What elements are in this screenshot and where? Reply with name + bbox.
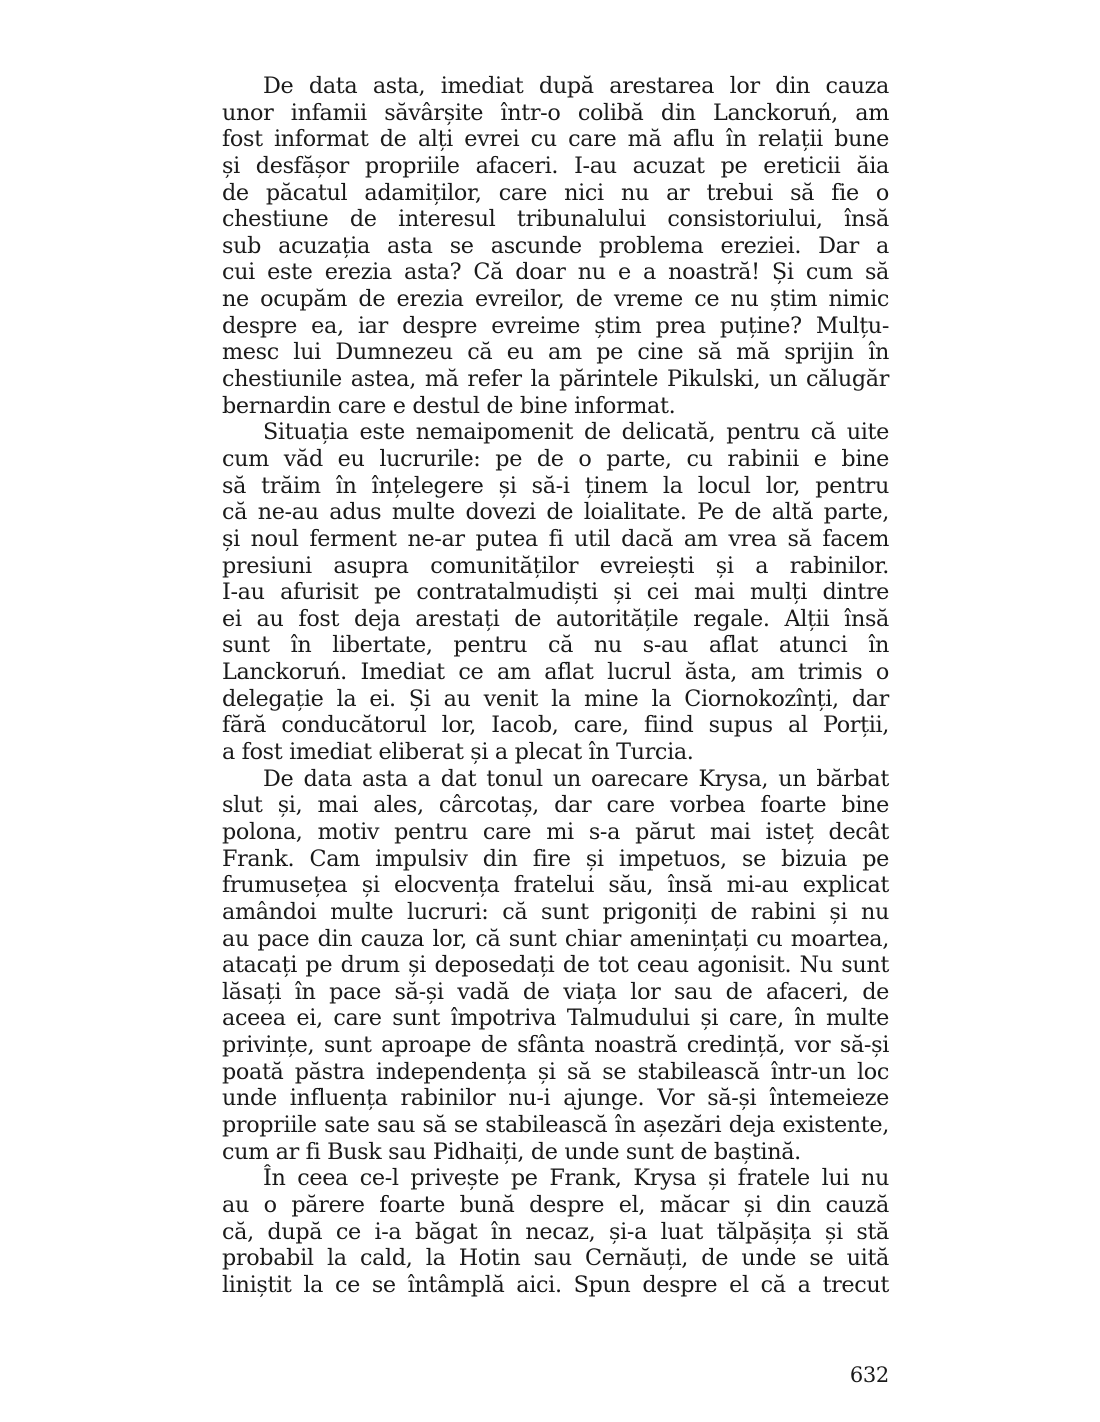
text-line: Situația este nemaipomenit de delicată, pentru că uite (263, 419, 889, 446)
text-line: amândoi multe lucruri: că sunt prigoniți de rabini și nu (222, 898, 889, 925)
text-line: mesc lui Dumnezeu că eu am pe cine să mă sprijin în (222, 339, 889, 366)
text-line: frumusețea și elocvența fratelui său, însă mi-au explicat (222, 872, 889, 899)
text-line: poată păstra independența și să se stabilească într-un loc (222, 1058, 889, 1085)
text-line: De data asta, imediat după arestarea lor din cauza (263, 73, 889, 99)
text-line: aceea ei, care sunt împotriva Talmudului și care, în multe (222, 1005, 889, 1032)
text-line: de păcatul adamiților, care nici nu ar trebui să fie o (222, 179, 889, 206)
paragraph-3 (222, 766, 889, 1166)
text-line: și desfășor propriile afaceri. I-au acuzat pe ereticii ăia (222, 152, 889, 179)
text-line: cui este erezia asta? Că doar nu e a noastră! Și cum să (222, 259, 889, 286)
text-line: să trăim în înțelegere și să-i ținem la locul lor, pentru (222, 472, 889, 499)
text-line: unor infamii săvârșite într-o colibă din Lanckoruń, am (222, 99, 889, 126)
text-line: a fost imediat eliberat și a plecat în Turcia. (222, 739, 694, 766)
text-line: despre ea, iar despre evreime știm prea puține? Mulțu- (222, 312, 889, 339)
text-line: slut și, mai ales, cârcotaș, dar care vorbea foarte bine (222, 792, 889, 819)
text-line: lăsați în pace să-și vadă de viața lor sau de afaceri, de (222, 978, 889, 1005)
text-line: fost informat de alți evrei cu care mă aflu în relații bune (222, 126, 889, 153)
text-line: și noul ferment ne-ar putea fi util dacă am vrea să facem (222, 525, 889, 552)
text-line: fără conducătorul lor, Iacob, care, fiind supus al Porții, (222, 712, 889, 739)
paragraph-2 (222, 419, 889, 765)
text-line: I-au afurisit pe contratalmudiști și cei mai mulți dintre (222, 579, 889, 606)
text-line: cum ar fi Busk sau Pidhaiți, de unde sunt de baștină. (222, 1138, 801, 1165)
text-line: Frank. Cam impulsiv din fire și impetuos, se bizuia pe (222, 845, 889, 872)
text-line: că ne-au adus multe dovezi de loialitate. Pe de altă parte, (222, 499, 889, 526)
page-body (222, 73, 889, 1298)
text-line: au o părere foarte bună despre el, măcar și din cauză (222, 1191, 889, 1218)
text-line: bernardin care e destul de bine informat. (222, 392, 676, 419)
text-line: propriile sate sau să se stabilească în așezări deja existente, (222, 1111, 889, 1138)
paragraph-4 (222, 1165, 889, 1298)
text-line: delegație la ei. Și au venit la mine la Ciornokozînți, dar (222, 685, 889, 712)
text-line: ne ocupăm de erezia evreilor, de vreme ce nu știm nimic (222, 286, 889, 313)
page-number: 632 (849, 1363, 889, 1387)
text-line: că, după ce i-a băgat în necaz, și-a luat tălpășița și stă (222, 1218, 889, 1245)
text-line: unde influența rabinilor nu-i ajunge. Vor să-și întemeieze (222, 1085, 889, 1112)
text-line: polona, motiv pentru care mi s-a părut mai isteț decât (222, 818, 889, 845)
text-line: atacați pe drum și deposedați de tot ceau agonisit. Nu sunt (222, 952, 889, 979)
text-line: chestiunile astea, mă refer la părintele Pikulski, un călugăr (222, 366, 889, 393)
text-line: cum văd eu lucrurile: pe de o parte, cu rabinii e bine (222, 445, 889, 472)
text-line: sub acuzația asta se ascunde problema ereziei. Dar a (222, 232, 889, 259)
paragraph-1 (222, 73, 889, 419)
text-line: sunt în libertate, pentru că nu s-au aflat atunci în (222, 632, 889, 659)
text-line: au pace din cauza lor, că sunt chiar amenințați cu moartea, (222, 925, 889, 952)
text-line: De data asta a dat tonul un oarecare Krysa, un bărbat (263, 765, 889, 792)
text-line: privințe, sunt aproape de sfânta noastră credință, vor să-și (222, 1032, 889, 1059)
text-line: Lanckoruń. Imediat ce am aflat lucrul ăsta, am trimis o (222, 659, 889, 686)
text-line: În ceea ce-l privește pe Frank, Krysa și fratele lui nu (263, 1165, 889, 1192)
text-line: ei au fost deja arestați de autoritățile regale. Alții însă (222, 605, 889, 632)
text-line: liniștit la ce se întâmplă aici. Spun despre el că a trecut (222, 1271, 889, 1298)
text-line: presiuni asupra comunităților evreiești și a rabinilor. (222, 552, 889, 579)
text-line: probabil la cald, la Hotin sau Cernăuți, de unde se uită (222, 1245, 889, 1272)
text-line: chestiune de interesul tribunalului consistoriului, însă (222, 206, 889, 233)
